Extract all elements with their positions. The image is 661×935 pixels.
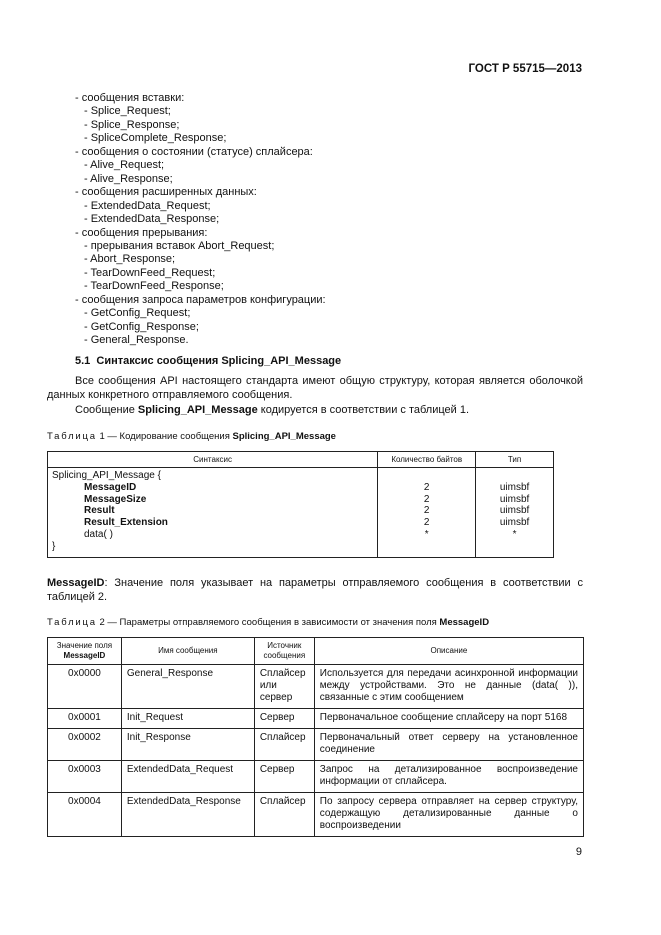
table-row — [48, 729, 584, 761]
header-type: Тип — [476, 452, 554, 468]
document-code: ГОСТ Р 55715—2013 — [468, 63, 582, 75]
message-description-cell: По запросу сервера отправляет на сервер структуру, содержащую детализированные данные о воспроизведении — [314, 793, 583, 837]
header-value-line2: MessageID — [63, 651, 106, 660]
message-name-cell: ExtendedData_Request — [121, 761, 254, 793]
message-type-list — [75, 92, 326, 348]
bytes-value-3: 2 — [423, 517, 430, 529]
message-id-cell: 0x0004 — [48, 793, 122, 837]
table-row — [48, 761, 584, 793]
message-id-cell: 0x0003 — [48, 761, 122, 793]
para-text: : Значение поля указывает на параметры отправляемого сообщения в соответствии с таблицей 2. — [47, 577, 583, 603]
message-name-item: - ExtendedData_Response; — [84, 213, 220, 226]
header-value-line1: Значение поля — [56, 641, 113, 650]
table-splicing-api-message — [47, 451, 554, 558]
message-name-item: - GetConfig_Request; — [84, 307, 191, 320]
header-description: Описание — [314, 638, 583, 665]
bytes-value-2: 2 — [423, 505, 430, 517]
message-group-item: - сообщения прерывания: — [75, 226, 208, 239]
type-cell — [476, 468, 554, 558]
section-heading — [75, 355, 341, 367]
table-row — [48, 665, 584, 709]
para-field-name: MessageID — [47, 577, 105, 589]
message-source-cell: Сплайсер или сервер — [254, 665, 314, 709]
caption-bold: Splicing_API_Message — [232, 431, 336, 442]
header-source: Источник сообщения — [254, 638, 314, 665]
syntax-open-line: Splicing_API_Message { — [52, 470, 161, 481]
table2-caption — [47, 617, 489, 628]
message-source-cell: Сервер — [254, 709, 314, 729]
message-description-cell: Запрос на детализированное воспроизведение информации от сплайсера. — [314, 761, 583, 793]
type-spacer — [480, 470, 549, 482]
message-name-item: - TearDownFeed_Response; — [84, 280, 224, 293]
message-group-item: - сообщения расширенных данных: — [75, 186, 257, 199]
message-source-cell: Сплайсер — [254, 729, 314, 761]
type-value-3: uimsbf — [499, 517, 530, 529]
table-row — [48, 709, 584, 729]
message-name-cell: Init_Request — [121, 709, 254, 729]
message-name-item: - прерывания вставок Abort_Request; — [84, 239, 275, 252]
table-message-parameters — [47, 637, 584, 837]
bytes-spacer — [382, 470, 471, 482]
message-source-cell: Сплайсер — [254, 793, 314, 837]
para-message-name: Splicing_API_Message — [137, 404, 258, 416]
message-description-cell: Первоначальное сообщение сплайсеру на порт 5168 — [314, 709, 583, 729]
message-name-cell: Init_Response — [121, 729, 254, 761]
caption-word: Таблица — [47, 617, 97, 628]
paragraph-messageid — [47, 576, 583, 604]
message-description-cell: Используется для передачи асинхронной информации между устройствами. Это не данные (data( )), связанные с этим сообщением — [314, 665, 583, 709]
message-name-item: - General_Response. — [84, 334, 189, 347]
message-name-item: - Alive_Response; — [84, 172, 173, 185]
type-value-1: uimsbf — [499, 493, 530, 505]
table-header-row — [48, 638, 584, 665]
bytes-value-1: 2 — [423, 493, 430, 505]
header-syntax: Синтаксис — [48, 452, 378, 468]
message-id-cell: 0x0001 — [48, 709, 122, 729]
table-body-row — [48, 468, 554, 558]
message-name-cell: ExtendedData_Response — [121, 793, 254, 837]
syntax-field-2: Result — [84, 505, 115, 517]
table-header-row — [48, 452, 554, 468]
syntax-cell — [48, 468, 378, 558]
syntax-close-line: } — [52, 540, 56, 552]
caption-word: Таблица — [47, 431, 97, 442]
message-id-cell: 0x0002 — [48, 729, 122, 761]
caption-text: 1 — Кодирование сообщения — [96, 431, 233, 442]
syntax-field-4: data( ) — [84, 528, 113, 540]
message-group-item: - сообщения о состоянии (статусе) сплайсера: — [75, 145, 313, 158]
message-name-item: - Splice_Response; — [84, 118, 180, 131]
message-group-item: - сообщения запроса параметров конфигурации: — [75, 293, 326, 306]
header-name: Имя сообщения — [121, 638, 254, 665]
header-value — [48, 638, 122, 665]
section-number: 5.1 — [75, 355, 91, 367]
bytes-value-0: 2 — [423, 481, 430, 493]
message-name-item: - Alive_Request; — [84, 159, 165, 172]
para-text: Сообщение — [75, 404, 138, 416]
caption-bold: MessageID — [439, 617, 490, 628]
paragraph-api-structure: Все сообщения API настоящего стандарта имеют общую структуру, которая является оболочкой данных конкретного отправляемого сообщения. — [47, 375, 583, 401]
message-name-item: - ExtendedData_Request; — [84, 199, 211, 212]
para-text: кодируется в соответствии с таблицей 1. — [257, 404, 470, 416]
message-name-item: - Splice_Request; — [84, 105, 171, 118]
message-source-cell: Сервер — [254, 761, 314, 793]
message-description-cell: Первоначальный ответ серверу на установленное соединение — [314, 729, 583, 761]
message-name-cell: General_Response — [121, 665, 254, 709]
message-group-item: - сообщения вставки: — [75, 92, 185, 104]
message-name-item: - TearDownFeed_Request; — [84, 266, 216, 279]
syntax-field-3: Result_Extension — [84, 517, 168, 529]
caption-text: 2 — Параметры отправляемого сообщения в зависимости от значения поля — [96, 617, 440, 628]
message-name-item: - SpliceComplete_Response; — [84, 132, 227, 145]
bytes-cell — [378, 468, 476, 558]
bytes-value-4: * — [424, 528, 429, 540]
header-bytes: Количество байтов — [378, 452, 476, 468]
type-value-4: * — [512, 528, 517, 540]
syntax-field-1: MessageSize — [84, 493, 147, 505]
type-value-2: uimsbf — [499, 505, 530, 517]
message-name-item: - Abort_Response; — [84, 253, 176, 266]
table-row — [48, 793, 584, 837]
message-name-item: - GetConfig_Response; — [84, 320, 199, 333]
page-number: 9 — [575, 846, 582, 858]
table1-caption — [47, 431, 336, 442]
type-value-0: uimsbf — [499, 481, 530, 493]
section-title: Синтаксис сообщения Splicing_API_Message — [96, 355, 342, 367]
message-id-cell: 0x0000 — [48, 665, 122, 709]
syntax-field-0: MessageID — [84, 481, 137, 493]
paragraph-table1-ref — [47, 403, 583, 417]
